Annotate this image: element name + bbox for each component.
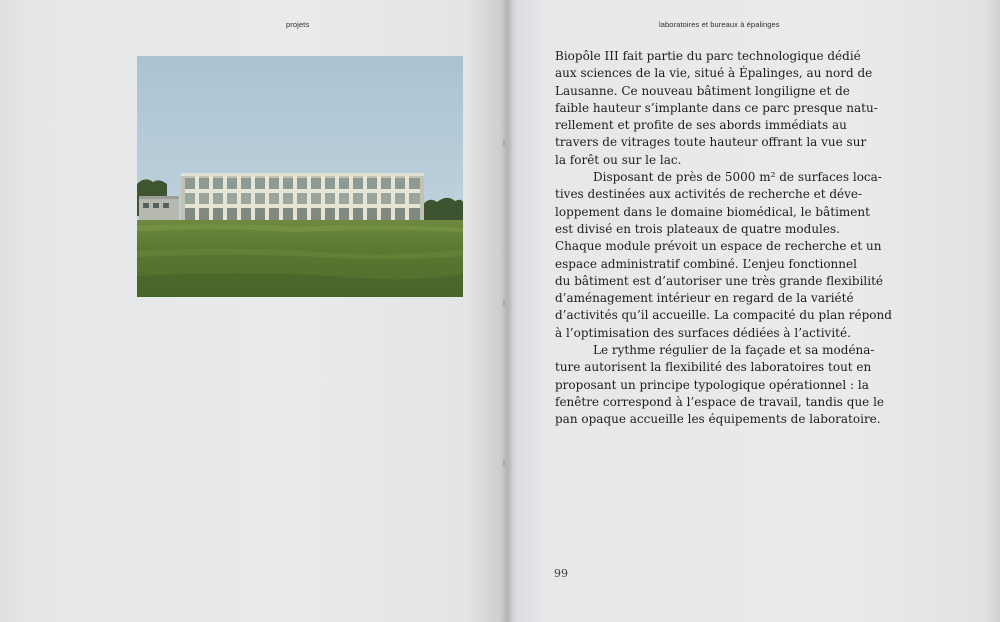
text-line: fenêtre correspond à l’espace de travail, tandis que le	[555, 394, 885, 409]
text-line: Chaque module prévoit un espace de recherche et un	[555, 239, 882, 254]
building-photo	[137, 56, 463, 297]
text-line: travers de vitrages toute hauteur offrant la vue sur	[555, 135, 867, 150]
text-line: aux sciences de la vie, situé à Épalinges, au nord de	[555, 66, 873, 81]
text-line: ture autorisent la flexibilité des laboratoires tout en	[555, 360, 872, 375]
text-line: Biopôle III fait partie du parc technologique dédié	[555, 49, 861, 63]
book-gutter	[500, 0, 514, 622]
right-page	[507, 0, 1000, 622]
binding-stitch	[503, 140, 505, 146]
text-line: pan opaque accueille les équipements de laboratoire.	[555, 412, 881, 427]
binding-stitch	[503, 300, 505, 306]
page-number: 99	[554, 567, 568, 580]
text-line: loppement dans le domaine biomédical, le bâtiment	[555, 204, 870, 219]
text-line: d’activités qu’il accueille. La compacité du plan répond	[555, 308, 892, 323]
paragraph-2	[555, 169, 895, 342]
text-line: d’aménagement intérieur en regard de la variété	[555, 291, 854, 306]
text-line: Lausanne. Ce nouveau bâtiment longiligne et de	[555, 83, 850, 98]
running-head-right: laboratoires et bureaux à épalinges	[659, 20, 780, 29]
binding-stitch	[503, 460, 505, 466]
running-head-left: projets	[286, 20, 310, 29]
text-line: faible hauteur s’implante dans ce parc presque natu-	[555, 100, 878, 115]
article-body	[555, 48, 895, 429]
paragraph-3	[555, 342, 895, 428]
text-line: proposant un principe typologique opérationnel : la	[555, 377, 869, 392]
text-line: à l’optimisation des surfaces dédiées à l’activité.	[555, 325, 851, 340]
text-line: rellement et profite de ses abords immédiats au	[555, 118, 847, 133]
text-line: est divisé en trois plateaux de quatre modules.	[555, 221, 840, 236]
text-line: du bâtiment est d’autoriser une très grande flexibilité	[555, 273, 884, 288]
text-line: espace administratif combiné. L’enjeu fonctionnel	[555, 256, 857, 271]
text-line: Le rythme régulier de la façade et sa modéna-	[593, 343, 875, 358]
text-line: tives destinées aux activités de recherche et déve-	[555, 187, 863, 202]
paragraph-1	[555, 48, 895, 169]
building-photo-image	[137, 56, 463, 297]
text-line: la forêt ou sur le lac.	[555, 152, 682, 167]
text-line: Disposant de près de 5000 m² de surfaces loca-	[593, 170, 882, 185]
